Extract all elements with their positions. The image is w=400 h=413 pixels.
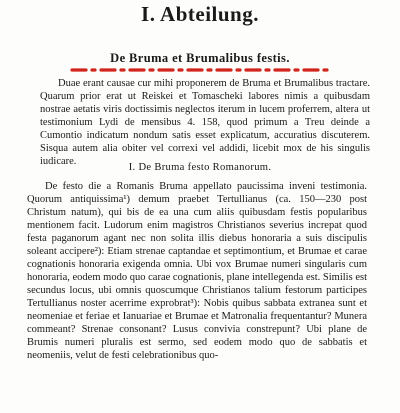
red-dashed-underline [70, 66, 332, 74]
intro-paragraph-text: Duae erant causae cur mihi proponerem de Bruma et Brumalibus tractare. Quarum prior erat ut Reiskei et Tomascheki labores nimis a quibusdam nostrae aetatis viris doctissimis neglectos iterum in lucem proferrem, altera ut testimonium Lydi de mensibus 4. 158, quod primum a Treu deinde a Cumontio indicatum nondum satis esset explicatum, accuratius discuterem. Sisqua autem alia obiter vel correxi vel addidi, licebit mox de his singulis iudicare. [40, 78, 370, 167]
body-paragraph-text: De festo die a Romanis Bruma appellato paucissima inveni testimonia. Quorum antiquissima¹) demum praebet Tertullianus (ca. 150—230 post Christum natum), qui bis de ea una cum aliis quibusdam festis popularibus mentionem facit. Ludorum enim magistros Christianos severius increpat quod festa paganorum agant nec non solita illis diebus honoraria a suis discipulis soleant accipere²): Etiam strenae captandae et septimontium, et Brumae et carae cognationis honoraria exigenda omnia. Ubi vox Brumae numeri singularis cum honoraria, eodem modo quo carae cognationis, plane intellegenda est. Similis est secundus locus, ubi omnis quoscumque Christianos talium festorum participes Tertullianus noster acerrime exprobrat³): Nobis quibus sabbata extranea sunt et neomeniae et feriae et Ianuariae et Brumae et Matronalia frequentantur? Munera commeant? Strenae consonant? Lusus convivia constrepunt? Ubi plane de Brumis numeri pluralis est sermo, sed eodem modo quo de sabbatis et neomeniis, velut de festi celebrationibus quo- [27, 181, 367, 361]
section-title: I. De Bruma festo Romanorum. [128, 162, 272, 173]
intro-paragraph [40, 77, 370, 168]
body-paragraph [27, 180, 367, 362]
section-heading: De Bruma et Brumalibus festis. [110, 51, 290, 65]
chapter-heading: I. Abteilung. [141, 2, 259, 26]
